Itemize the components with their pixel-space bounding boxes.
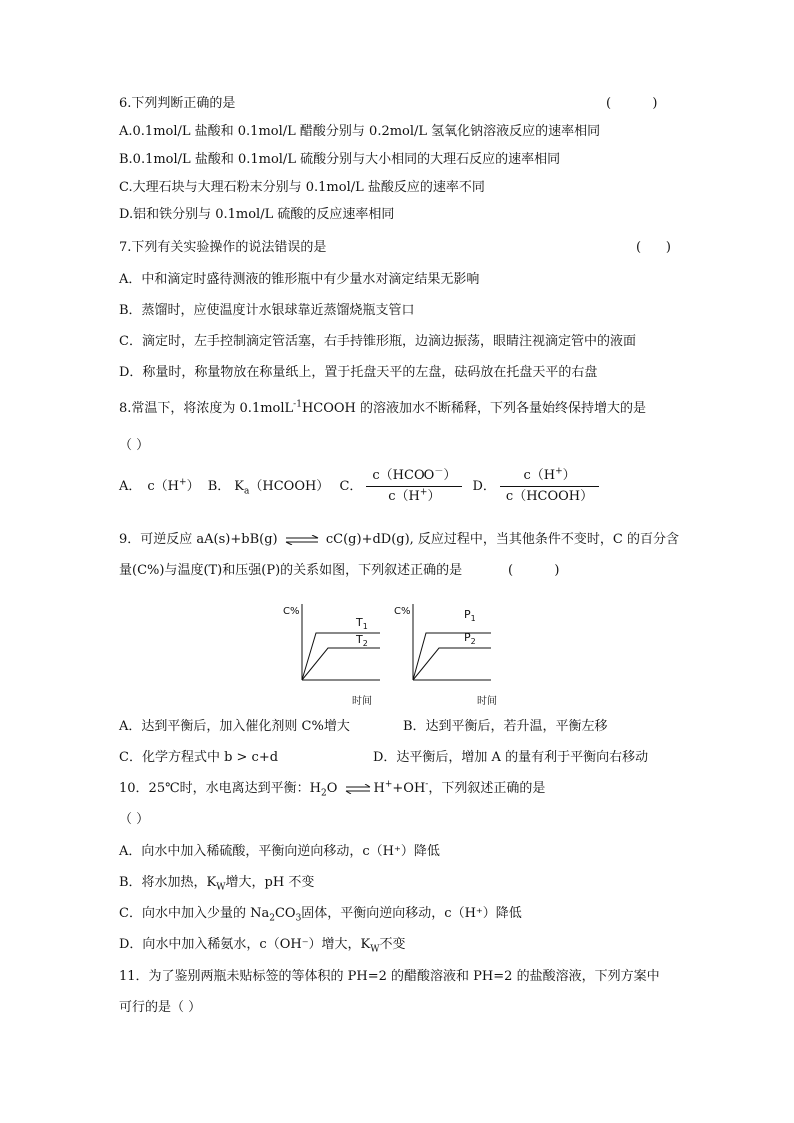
q11-stem-line1: 11．为了鉴别两瓶未贴标签的等体积的 PH=2 的醋酸溶液和 PH=2 的盐酸溶液，下列方案中 [119,969,660,984]
q10-option-d: D．向水中加入稀氨水，c（OH⁻）增大，$K_W$不变 [119,937,406,955]
reversible-arrow-icon [345,784,371,794]
q9-option-d: D．达平衡后，增加 A 的量有利于平衡向右移动 [373,750,649,765]
graph-temperature [278,598,388,710]
q6-stem: 6.下列判断正确的是 [119,96,236,111]
q8-options [119,467,603,507]
curve-t2-label: $T_2$ [356,633,368,648]
q9-option-a: A．达到平衡后，加入催化剂则 C%增大 [119,719,350,734]
q8-stem-pre: 8.常温下，将浓度为 0.1molL [119,401,294,416]
q6-answer-bracket: ( ) [606,96,658,111]
q8-option-c-fraction: $\frac{c(HCOO^-)}{c(H^+)}$ [366,467,462,506]
q7-option-b: B．蒸馏时，应使温度计水银球靠近蒸馏烧瓶支管口 [119,303,415,318]
q8-option-a: A． c（H+） [119,477,200,494]
q8-option-b: B． $K_a(HCOOH)$ [207,479,330,497]
q7-stem: 7.下列有关实验操作的说法错误的是 [119,240,327,255]
q6-option-b: B.0.1mol/L 盐酸和 0.1mol/L 硫酸分别与大小相同的大理石反应的速率相同 [119,152,561,167]
q10-option-c: C．向水中加入少量的 $Na_2CO_3$固体，平衡向逆向移动，c（H⁺）降低 [119,906,522,924]
curve-t2 [302,648,380,680]
q7-option-c: C．滴定时，左手控制滴定管活塞，右手持锥形瓶，边滴边振荡，眼睛注视滴定管中的液面 [119,334,636,349]
q6-option-c: C.大理石块与大理石粉末分别与 0.1mol/L 盐酸反应的速率不同 [119,180,485,195]
x-axis-label: 时间 [352,696,372,707]
q9-stem-line1: 9．可逆反应 aA(s)+bB(g) cC(g)+dD(g), 反应过程中，当其他条件不变时，C 的百分含 [119,532,680,547]
q8-stem [119,400,646,418]
q10-stem: 10．25℃时，水电离达到平衡：$H_2O$ H++OH-，下列叙述正确的是 [119,779,546,799]
q8-answer-bracket: （ ） [119,438,150,453]
curve-t1 [302,633,380,680]
q8-stem-post: HCOOH 的溶液加水不断稀释，下列各量始终保持增大的是 [301,401,647,416]
curve-p2-label: $P_2$ [464,631,476,646]
q8-option-c: C． $\frac{c(HCOO^-)}{c(H^+)}$ [339,479,466,494]
q8-option-d-fraction: $\frac{c(H^+)}{\text{c（HCOOH）}}$ [500,467,599,506]
y-axis-label: C% [283,606,300,617]
q10-option-b: B．将水加热，$K_W$增大，pH 不变 [119,875,315,893]
q8-option-d: D． $\frac{c(H^+)}{\text{c（HCOOH）}}$ [472,479,603,494]
curve-p2 [413,648,491,680]
q9-option-b: B．达到平衡后，若升温，平衡左移 [403,719,608,734]
curve-p1 [413,633,491,680]
q11-stem-line2: 可行的是（ ） [119,1000,202,1015]
q9-stem-line2: 量(C%)与温度(T)和压强(P)的关系如图，下列叙述正确的是 [119,563,463,578]
q9-answer-bracket: ( ) [508,563,560,578]
reversible-arrow-icon [285,535,319,545]
q6-option-d: D.铝和铁分别与 0.1mol/L 硫酸的反应速率相同 [119,207,395,222]
q7-option-d: D．称量时，称量物放在称量纸上，置于托盘天平的左盘，砝码放在托盘天平的右盘 [119,365,598,380]
q7-option-a: A．中和滴定时盛待测液的锥形瓶中有少量水对滴定结果无影响 [119,272,480,287]
q8-stem-sup: -1 [293,399,302,410]
q10-answer-bracket: （ ） [119,812,150,827]
q7-answer-bracket: ( ) [636,240,671,255]
curve-t1-label: $T_1$ [356,616,368,631]
q9-option-c: C．化学方程式中 b > c+d [119,750,279,765]
graph-pressure [389,598,499,710]
q10-option-a: A．向水中加入稀硫酸，平衡向逆向移动，c（H⁺）降低 [119,844,440,859]
curve-p1-label: $P_1$ [464,608,476,623]
y-axis-label: C% [394,606,411,617]
x-axis-label: 时间 [477,696,497,707]
q6-option-a: A.0.1mol/L 盐酸和 0.1mol/L 醋酸分别与 0.2mol/L 氢氧化钠溶液反应的速率相同 [119,124,601,139]
